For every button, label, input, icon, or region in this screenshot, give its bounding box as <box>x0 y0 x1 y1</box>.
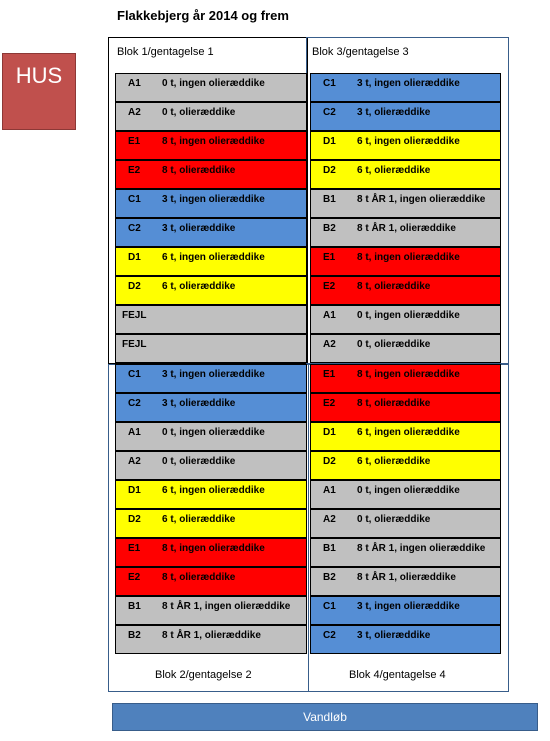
plot-cell <box>115 189 307 218</box>
block-3-label: Blok 3/gentagelse 3 <box>312 46 409 58</box>
plot-description: 3 t, olieræddike <box>162 398 236 409</box>
plot-description: 0 t, ingen olieræddike <box>162 427 265 438</box>
plot-cell <box>310 596 501 625</box>
plot-description: 3 t, olieræddike <box>357 107 431 118</box>
plot-code: D1 <box>323 136 336 147</box>
plot-code: E1 <box>128 136 141 147</box>
plot-description: 3 t, ingen olieræddike <box>162 369 265 380</box>
plot-code: D1 <box>323 427 336 438</box>
plot-cell <box>115 596 307 625</box>
plot-description: 6 t, olieræddike <box>357 456 431 467</box>
plot-code: B2 <box>128 630 141 641</box>
plot-cell <box>310 247 501 276</box>
plot-description: 8 t, olieræddike <box>357 398 431 409</box>
plot-code: C2 <box>128 223 141 234</box>
plot-description: 8 t ÅR 1, olieræddike <box>357 572 456 583</box>
plot-code: B2 <box>323 572 336 583</box>
plot-description: 8 t, ingen olieræddike <box>162 136 265 147</box>
plot-code: B2 <box>323 223 336 234</box>
block-4-label: Blok 4/gentagelse 4 <box>349 669 446 681</box>
plot-cell <box>310 334 501 363</box>
plot-code: C1 <box>323 601 336 612</box>
plot-description: 6 t, ingen olieræddike <box>162 252 265 263</box>
plot-code: B1 <box>128 601 141 612</box>
plot-cell <box>115 160 307 189</box>
plot-description: 6 t, ingen olieræddike <box>357 427 460 438</box>
plot-cell <box>115 73 307 102</box>
plot-code: C2 <box>128 398 141 409</box>
plot-cell <box>115 131 307 160</box>
plot-cell <box>115 102 307 131</box>
plot-description: 8 t ÅR 1, ingen olieræddike <box>357 194 486 205</box>
plot-description: 6 t, olieræddike <box>162 514 236 525</box>
plot-code: B1 <box>323 543 336 554</box>
plot-code: E2 <box>323 281 336 292</box>
plot-description: 8 t, ingen olieræddike <box>357 369 460 380</box>
plot-description: 3 t, olieræddike <box>162 223 236 234</box>
plot-code: FEJL <box>122 310 147 321</box>
plot-description: 0 t, olieræddike <box>357 339 431 350</box>
plot-code: A2 <box>128 107 141 118</box>
plot-code: D1 <box>128 485 141 496</box>
plot-description: 3 t, ingen olieræddike <box>357 78 460 89</box>
plot-cell <box>115 509 307 538</box>
plot-description: 6 t, olieræddike <box>162 281 236 292</box>
plot-cell <box>115 218 307 247</box>
plot-description: 8 t, ingen olieræddike <box>357 252 460 263</box>
plot-cell <box>115 334 307 363</box>
plot-code: D2 <box>128 514 141 525</box>
plot-code: E1 <box>128 543 141 554</box>
plot-cell <box>310 276 501 305</box>
plot-cell <box>115 247 307 276</box>
plot-description: 3 t, ingen olieræddike <box>162 194 265 205</box>
plot-cell <box>115 480 307 509</box>
water-stream-bar: Vandløb <box>112 703 538 731</box>
plot-cell <box>310 189 501 218</box>
block-1-label: Blok 1/gentagelse 1 <box>117 46 214 58</box>
plot-cell <box>310 567 501 596</box>
plot-code: B1 <box>323 194 336 205</box>
plot-code: A1 <box>323 310 336 321</box>
plot-description: 0 t, ingen olieræddike <box>357 310 460 321</box>
plot-code: C1 <box>128 369 141 380</box>
plot-cell <box>115 276 307 305</box>
plot-description: 8 t, olieræddike <box>162 165 236 176</box>
house-box: HUS <box>2 53 76 130</box>
plot-cell <box>310 131 501 160</box>
plot-cell <box>310 160 501 189</box>
plot-cell <box>310 393 501 422</box>
plot-cell <box>115 625 307 654</box>
plot-cell <box>115 538 307 567</box>
plot-cell <box>115 451 307 480</box>
plot-description: 8 t ÅR 1, olieræddike <box>357 223 456 234</box>
plot-code: E2 <box>128 165 141 176</box>
plot-code: E1 <box>323 369 336 380</box>
plot-description: 8 t, ingen olieræddike <box>162 543 265 554</box>
plot-cell <box>115 305 307 334</box>
plot-code: E1 <box>323 252 336 263</box>
plot-cell <box>310 305 501 334</box>
plot-code: A1 <box>323 485 336 496</box>
plot-cell <box>310 73 501 102</box>
plot-description: 8 t ÅR 1, olieræddike <box>162 630 261 641</box>
page-title: Flakkebjerg år 2014 og frem <box>117 8 289 23</box>
plot-cell <box>310 218 501 247</box>
plot-description: 8 t, olieræddike <box>162 572 236 583</box>
plot-code: E2 <box>128 572 141 583</box>
plot-cell <box>310 422 501 451</box>
plot-description: 6 t, ingen olieræddike <box>357 136 460 147</box>
plot-description: 0 t, ingen olieræddike <box>357 485 460 496</box>
plot-description: 6 t, olieræddike <box>357 165 431 176</box>
plot-code: D1 <box>128 252 141 263</box>
plot-code: A2 <box>323 514 336 525</box>
plot-code: C1 <box>128 194 141 205</box>
plot-cell <box>115 567 307 596</box>
plot-cell <box>310 480 501 509</box>
plot-cell <box>310 102 501 131</box>
plot-description: 3 t, olieræddike <box>357 630 431 641</box>
plot-code: E2 <box>323 398 336 409</box>
plot-description: 0 t, olieræddike <box>162 456 236 467</box>
plot-description: 0 t, olieræddike <box>162 107 236 118</box>
plot-code: A1 <box>128 78 141 89</box>
plot-cell <box>115 364 307 393</box>
plot-code: FEJL <box>122 339 147 350</box>
plot-cell <box>310 509 501 538</box>
plot-description: 8 t ÅR 1, ingen olieræddike <box>162 601 291 612</box>
plot-description: 8 t, olieræddike <box>357 281 431 292</box>
plot-code: C1 <box>323 78 336 89</box>
plot-code: C2 <box>323 630 336 641</box>
block-2-label: Blok 2/gentagelse 2 <box>155 669 252 681</box>
plot-description: 0 t, olieræddike <box>357 514 431 525</box>
plot-cell <box>310 625 501 654</box>
plot-code: A1 <box>128 427 141 438</box>
plot-code: A2 <box>323 339 336 350</box>
plot-code: D2 <box>323 165 336 176</box>
plot-code: A2 <box>128 456 141 467</box>
plot-description: 8 t ÅR 1, ingen olieræddike <box>357 543 486 554</box>
plot-code: D2 <box>323 456 336 467</box>
plot-code: C2 <box>323 107 336 118</box>
plot-description: 0 t, ingen olieræddike <box>162 78 265 89</box>
plot-cell <box>115 393 307 422</box>
plot-cell <box>310 364 501 393</box>
plot-cell <box>310 451 501 480</box>
plot-description: 3 t, ingen olieræddike <box>357 601 460 612</box>
plot-description: 6 t, ingen olieræddike <box>162 485 265 496</box>
plot-cell <box>310 538 501 567</box>
plot-cell <box>115 422 307 451</box>
plot-code: D2 <box>128 281 141 292</box>
